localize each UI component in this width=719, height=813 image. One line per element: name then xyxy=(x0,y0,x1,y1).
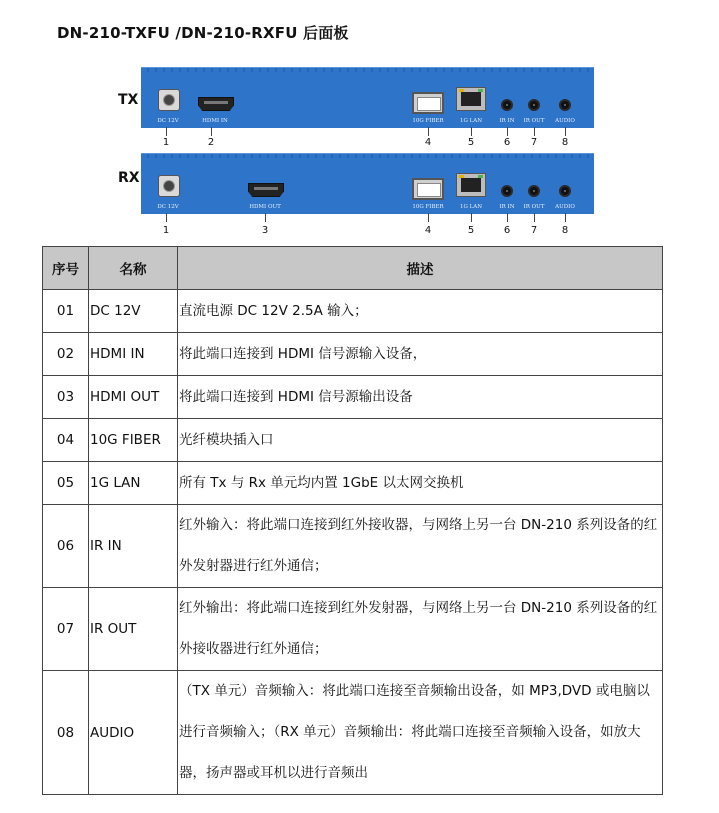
port-label: AUDIO xyxy=(555,204,575,210)
row-description: 红外输入：将此端口连接到红外接收器，与网络上另一台 DN-210 系列设备的红外发射器进行红外通信； xyxy=(178,505,663,588)
port-number: 1 xyxy=(162,137,170,148)
audio-jack-icon xyxy=(559,185,571,197)
row-description: 红外输出：将此端口连接到红外发射器，与网络上另一台 DN-210 系列设备的红外接收器进行红外通信； xyxy=(178,588,663,671)
row-description: 将此端口连接到 HDMI 信号源输出设备 xyxy=(178,376,663,419)
table-row xyxy=(43,333,663,376)
port-description-table xyxy=(42,246,663,795)
port-number: 7 xyxy=(530,137,538,148)
port-label: AUDIO xyxy=(555,118,575,124)
row-index: 05 xyxy=(43,462,89,505)
row-name: HDMI IN xyxy=(89,333,178,376)
row-name: 10G FIBER xyxy=(89,419,178,462)
port-number: 1 xyxy=(162,225,170,236)
row-index: 03 xyxy=(43,376,89,419)
tx-panel-label: TX xyxy=(118,92,139,108)
audio-jack-icon xyxy=(559,99,571,111)
port-label: HDMI IN xyxy=(202,118,228,124)
fiber-sfp-port-icon xyxy=(412,92,444,114)
ir-out-jack-icon xyxy=(528,185,540,197)
port-label: IR OUT xyxy=(523,118,545,124)
row-name: DC 12V xyxy=(89,290,178,333)
row-description: 所有 Tx 与 Rx 单元均内置 1GbE 以太网交换机 xyxy=(178,462,663,505)
port-number: 3 xyxy=(261,225,269,236)
row-index: 07 xyxy=(43,588,89,671)
row-description: （TX 单元）音频输入：将此端口连接至音频输出设备，如 MP3,DVD 或电脑以进行音频输入；（RX 单元）音频输出：将此端口连接至音频输入设备，如放大器，扬声器或耳机以进行音频出 xyxy=(178,671,663,795)
fiber-sfp-port-icon xyxy=(412,178,444,200)
hdmi-port-icon xyxy=(248,183,284,197)
port-number: 6 xyxy=(503,225,511,236)
row-name: HDMI OUT xyxy=(89,376,178,419)
row-description: 直流电源 DC 12V 2.5A 输入； xyxy=(178,290,663,333)
row-name: IR OUT xyxy=(89,588,178,671)
document-title: DN-210-TXFU /DN-210-RXFU 后面板 xyxy=(57,24,349,42)
header-index: 序号 xyxy=(43,247,89,290)
table-row xyxy=(43,671,663,795)
port-number: 6 xyxy=(503,137,511,148)
rj45-port-icon xyxy=(456,173,486,197)
port-label: DC 12V xyxy=(157,204,179,210)
port-label: 1G LAN xyxy=(459,204,483,210)
rj45-port-icon xyxy=(456,87,486,111)
dc-power-jack-icon xyxy=(158,175,180,197)
tx-rear-panel xyxy=(141,67,594,128)
table-row xyxy=(43,376,663,419)
ir-out-jack-icon xyxy=(528,99,540,111)
table-row xyxy=(43,290,663,333)
row-index: 02 xyxy=(43,333,89,376)
port-number: 4 xyxy=(424,225,432,236)
port-label: DC 12V xyxy=(157,118,179,124)
port-label: IR IN xyxy=(499,204,515,210)
rx-rear-panel xyxy=(141,153,594,214)
row-index: 04 xyxy=(43,419,89,462)
table-row xyxy=(43,588,663,671)
ir-in-jack-icon xyxy=(501,185,513,197)
port-number: 7 xyxy=(530,225,538,236)
row-name: AUDIO xyxy=(89,671,178,795)
table-row xyxy=(43,419,663,462)
row-name: 1G LAN xyxy=(89,462,178,505)
table-row xyxy=(43,505,663,588)
header-name: 名称 xyxy=(89,247,178,290)
port-number: 2 xyxy=(207,137,215,148)
port-label: 10G FIBER xyxy=(412,118,444,124)
row-index: 08 xyxy=(43,671,89,795)
header-description: 描述 xyxy=(178,247,663,290)
port-number: 4 xyxy=(424,137,432,148)
row-index: 01 xyxy=(43,290,89,333)
port-label: IR IN xyxy=(499,118,515,124)
row-name: IR IN xyxy=(89,505,178,588)
port-number: 8 xyxy=(561,225,569,236)
row-description: 将此端口连接到 HDMI 信号源输入设备， xyxy=(178,333,663,376)
port-label: IR OUT xyxy=(523,204,545,210)
row-index: 06 xyxy=(43,505,89,588)
port-label: 1G LAN xyxy=(459,118,483,124)
ir-in-jack-icon xyxy=(501,99,513,111)
dc-power-jack-icon xyxy=(158,89,180,111)
port-number: 5 xyxy=(467,225,475,236)
port-label: HDMI OUT xyxy=(249,204,281,210)
hdmi-port-icon xyxy=(198,97,234,111)
port-number: 5 xyxy=(467,137,475,148)
row-description: 光纤模块插入口 xyxy=(178,419,663,462)
port-number: 8 xyxy=(561,137,569,148)
port-label: 10G FIBER xyxy=(412,204,444,210)
table-row xyxy=(43,462,663,505)
rx-panel-label: RX xyxy=(118,170,140,186)
